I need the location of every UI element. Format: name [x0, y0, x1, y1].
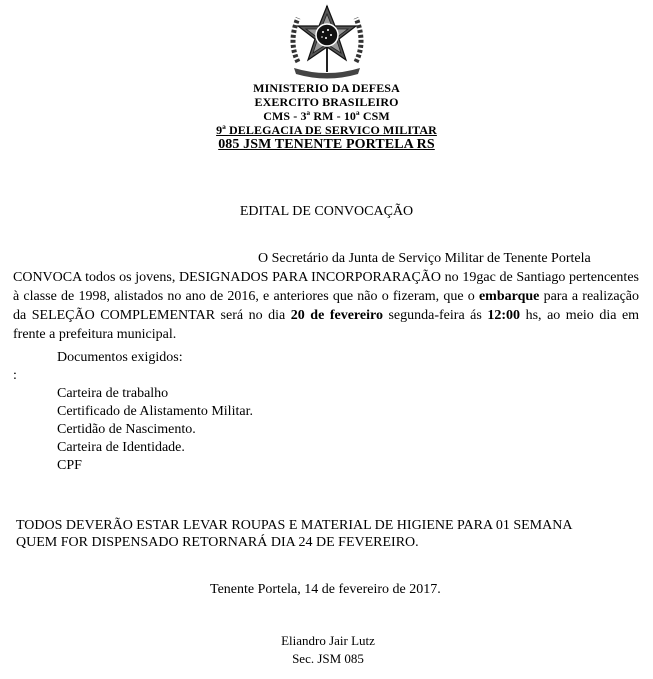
notice-line-1: TODOS DEVERÃO ESTAR LEVAR ROUPAS E MATERIAL DE HIGIENE PARA 01 SEMANA [16, 518, 573, 533]
paragraph-text-1: CONVOCA todos os jovens, DESIGNADOS PARA INCORPORARAÇÃO no 19gac de Santiago pertencentes à classe de 1998, alistados no ano de 2016, e anteriores que não o fizeram, que o [13, 270, 639, 304]
convocation-paragraph [13, 249, 639, 344]
paragraph-time: 12:00 [487, 308, 521, 323]
document-title: EDITAL DE CONVOCAÇÃO [239, 204, 414, 219]
document-item: CPF [57, 458, 82, 473]
document-item: Certidão de Nascimento. [57, 422, 196, 437]
signature-name: Eliandro Jair Lutz [281, 633, 375, 648]
paragraph-text-2: para a realização da SELEÇÃO COMPLEMENTAR será no dia [13, 289, 640, 323]
document-item: Carteira de Identidade. [57, 440, 185, 455]
document-item: Certificado de Alistamento Militar. [57, 404, 253, 419]
paragraph-text-4: hs, ao meio dia em frente a prefeitura municipal. [13, 308, 640, 342]
paragraph-text-3: segunda-feira ás [388, 308, 482, 323]
paragraph-opening: O Secretário da Junta de Serviço Militar de Tenente Portela [258, 251, 591, 266]
documents-heading: Documentos exigidos: [57, 350, 183, 365]
regions-heading: CMS - 3ª RM - 10ª CSM [263, 109, 390, 123]
ministry-heading: MINISTERIO DA DEFESA [253, 81, 400, 95]
documents-list [57, 385, 253, 475]
army-heading: EXERCITO BRASILEIRO [254, 95, 399, 109]
documents-colon: : [13, 368, 17, 383]
signature-role: Sec. JSM 085 [292, 651, 364, 666]
notice-line-2: QUEM FOR DISPENSADO RETORNARÁ DIA 24 DE FEVEREIRO. [16, 535, 419, 550]
unit-heading: 085 JSM TENENTE PORTELA RS [218, 137, 435, 152]
paragraph-embarque: embarque [478, 289, 540, 304]
delegacy-heading: 9ª DELEGACIA DE SERVICO MILITAR [216, 123, 437, 137]
place-date: Tenente Portela, 14 de fevereiro de 2017. [210, 582, 441, 597]
paragraph-date: 20 de fevereiro [290, 308, 383, 323]
coat-of-arms-icon [284, 2, 370, 80]
document-item: Carteira de trabalho [57, 386, 169, 401]
